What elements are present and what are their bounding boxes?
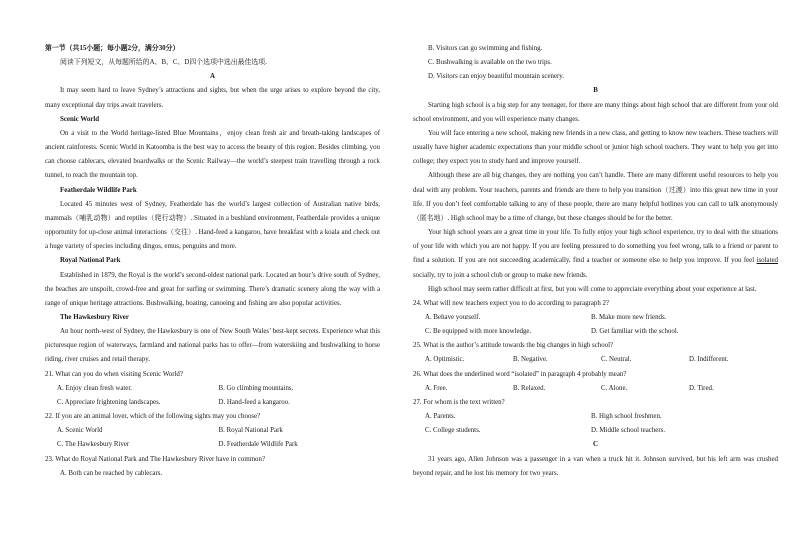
section-heading: Scenic World	[60, 115, 100, 123]
option: C. Appreciate frightening landscapes.	[57, 398, 161, 406]
section-header: 第一节（共15小题；每小题2分，满分30分）	[45, 45, 180, 52]
paragraph: High school may seem rather difficult at first, but you will come to appreciate everything about your experience at last.	[428, 285, 757, 293]
option: B. Negative.	[513, 356, 548, 364]
option: C. Neutral.	[601, 356, 632, 364]
paragraph: You will face entering a new school, making new friends in a new class, and getting to know new teachers. These teachers will usually have higher academic expectations than your middle school or junior high school teachers. They want to help you get into college; they expect you to study hard and improve yourself.	[413, 129, 778, 166]
underlined-word: isolated	[756, 257, 778, 265]
section-heading: Featherdale Wildlife Park	[60, 186, 137, 194]
option: B. High school freshmen.	[591, 413, 662, 421]
passage-a-intro: It may seem hard to leave Sydney’s attractions and sights, but when the urge arises to explore beyond the city, many exceptional day trips await travelers.	[45, 87, 380, 109]
option: C. The Hawkesbury River	[57, 441, 130, 449]
paragraph: Although these are all big changes, they are nothing you can’t handle. There are many different useful resources to help you deal with any problem. Your teachers, parents and friends are there to help you transition（过渡）into this great new time in your life. If you don’t feel comfortable talking to any of these people, there are many helpful hotlines you can call to talk anonymously（匿名地）. High school may be a time of change, but these changes should be for the better.	[413, 172, 778, 222]
question-options	[45, 382, 380, 396]
option: D. Indifferent.	[689, 356, 729, 364]
option: A. Scenic World	[57, 427, 103, 435]
option: B. Royal National Park	[218, 427, 283, 435]
question-options	[45, 396, 380, 410]
section-heading: Royal National Park	[60, 257, 121, 265]
question-stem: 22. If you are an animal lover, which of the following sights may you choose?	[45, 413, 261, 421]
paragraph: 31 years ago, Allen Johnson was a passenger in a van when a truck hit it. Johnson survived, but his left arm was crushed beyond repair, and he lost his memory for two years.	[413, 455, 778, 477]
question-options	[45, 424, 380, 438]
option: D. Visitors can enjoy beautiful mountain scenery.	[428, 73, 565, 81]
option: D. Get familiar with the school.	[591, 328, 679, 336]
option: B. Visitors can go swimming and fishing.	[428, 45, 543, 52]
option: D. Featherdale Wildlife Park	[218, 441, 298, 449]
option: A. Optimistic.	[425, 356, 465, 364]
option: A. Enjoy clean fresh water.	[57, 384, 133, 392]
section-text: Established in 1879, the Royal is the world’s second-oldest national park. Located an hour’s drive south of Sydney, the beaches are unspoilt, crowd-free and great for surfing or swimming. There’s dramatic scenery along the way with a range of unique heritage attractions. Bushwalking, boating, canoeing and fishing are also popular activities.	[45, 271, 380, 307]
question-options	[413, 311, 778, 325]
option: A. Parents.	[425, 413, 456, 421]
option: B. Make more new friends.	[591, 313, 667, 321]
question-stem: 27. For whom is the text written?	[413, 398, 505, 406]
question-options	[413, 353, 778, 367]
question-stem: 25. What is the author’s attitude towards the big changes in high school?	[413, 342, 614, 350]
section-text: Located 45 minutes west of Sydney, Featherdale has the world’s largest collection of Australian native birds, mammals（哺乳动物）and reptiles（爬行动物）. Situated in a bushland environment, Featherdale provides a unique opportunity for up-close animal interactions（交往）. Hand-feed a kangaroo, have breakfast with a koala and check out a huge variety of species including dingos, emus, penguins and more.	[45, 200, 380, 251]
section-heading: The Hawkesbury River	[60, 313, 129, 321]
paragraph-text: socially, try to join a school club or group to make new friends.	[413, 271, 588, 279]
option: D. Middle school teachers.	[591, 427, 666, 435]
question-stem: 24. What will new teachers expect you to do according to paragraph 2?	[413, 299, 609, 307]
question-stem: 26. What does the underlined word “isolated” in paragraph 4 probably mean?	[413, 370, 627, 378]
option: D. Tired.	[689, 384, 714, 392]
paragraph: Starting high school is a big step for any teenager, for there are many things about high school that are different from your old school environment, and you will experience many changes.	[413, 101, 778, 123]
question-stem: 23. What do Royal National Park and The Hawkesbury River have in common?	[45, 455, 266, 463]
option: A. Free.	[425, 384, 448, 392]
option: D. Hand-feed a kangaroo.	[218, 398, 290, 406]
passage-b-label: B	[593, 87, 598, 95]
section-text: An hour north-west of Sydney, the Hawkesbury is one of New South Wales’ best-kept secrets. Experience what this picturesque region of waterways, farmland and national parks has to offer—from waterskiing and bushwalking to horse riding, river cruises and retail therapy.	[45, 328, 380, 364]
paragraph-text: Your high school years are a great time in your life. To fully enjoy your high school experience, try to deal with the situations of your life with which you are not happy. If you are feeling pressured to do something you feel wrong, talk to a friend or parent to find a solution. If you are not succeeding academically, find a teacher or someone else to help you improve. If you feel	[413, 229, 778, 265]
option: A. Behave yourself.	[425, 313, 481, 321]
passage-c-label: C	[593, 441, 598, 449]
instruction: 阅读下列短文，从每题所给的A、B、C、D四个选项中选出最佳选项.	[60, 59, 267, 67]
left-column	[45, 42, 380, 481]
option: C. Alone.	[601, 384, 628, 392]
right-column	[413, 42, 778, 481]
passage-a-label: A	[210, 73, 215, 81]
option: B. Relaxed.	[513, 384, 546, 392]
option: A. Both can be reached by cablecars.	[60, 469, 163, 477]
question-options	[45, 438, 380, 452]
question-options	[413, 382, 778, 396]
question-options	[413, 410, 778, 424]
option: B. Go climbing mountains.	[218, 384, 294, 392]
option: C. Be equipped with more knowledge.	[425, 328, 532, 336]
option: C. Bushwalking is available on the two trips.	[428, 59, 552, 67]
question-stem: 21. What can you do when visiting Scenic World?	[45, 370, 183, 378]
option: C. College students.	[425, 427, 481, 435]
question-options	[413, 424, 778, 438]
question-options	[413, 325, 778, 339]
section-text: On a visit to the World heritage-listed Blue Mountains，enjoy clean fresh air and breath-taking landscapes of ancient rainforests. Scenic World in Katoomba is the best way to access the beauty of this region. Besides climbing, you can choose cablecars, elevated boardwalks or the Scenic Railway—the world’s steepest train travelling through a rock tunnel, to reach the mountain top.	[45, 129, 380, 180]
paragraph	[413, 226, 778, 283]
